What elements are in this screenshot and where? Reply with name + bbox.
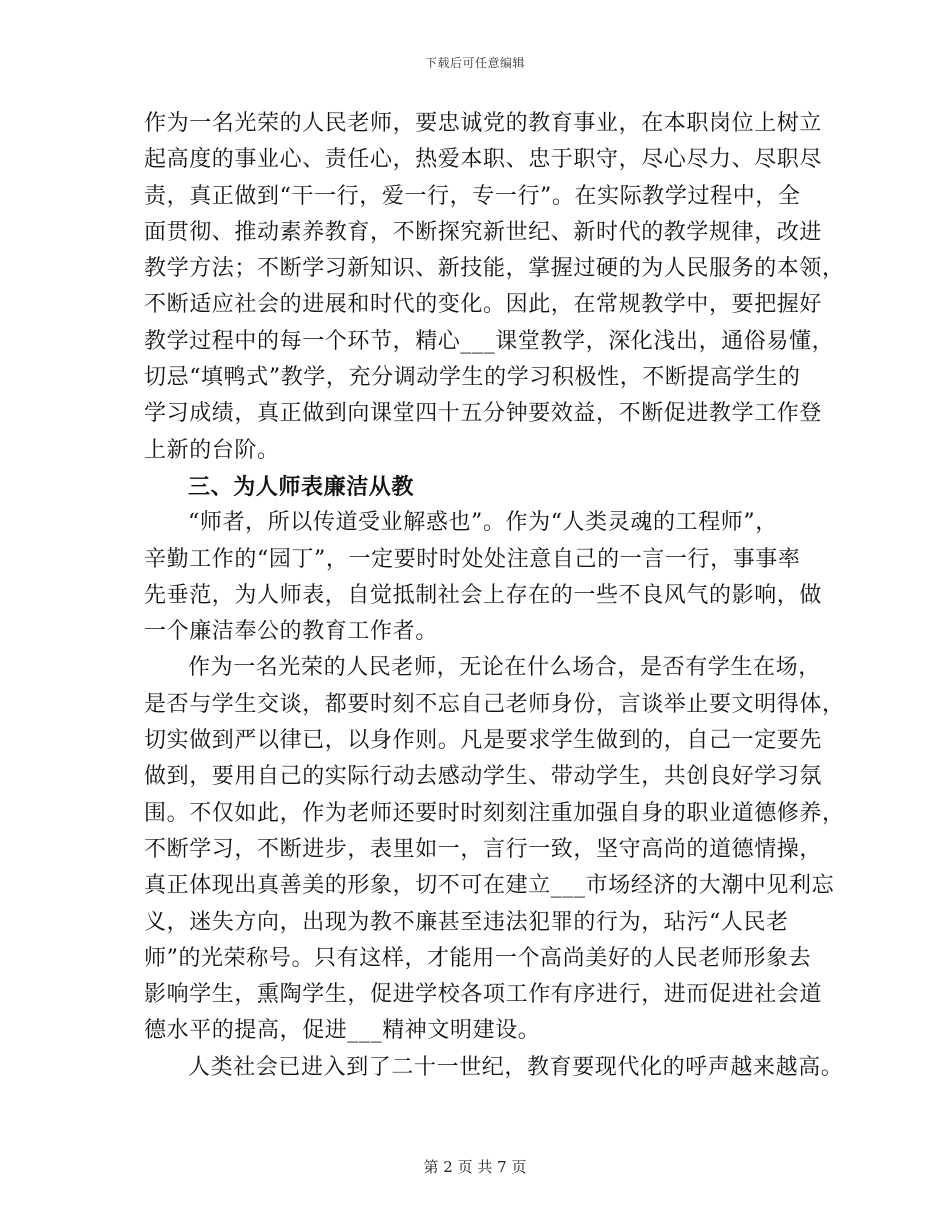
- text-line: 一个廉洁奉公的教育工作者。: [144, 619, 438, 645]
- text-line: 人类社会已进入到了二十一世纪，教育要现代化的呼声越来越高。: [188, 1054, 844, 1080]
- document-body: [144, 106, 845, 1086]
- text-line: 做到，要用自己的实际行动去感动学生、带动学生，共创良好学习氛: [144, 764, 823, 790]
- text-line: 德水平的提高，促进___精神文明建设。: [144, 1018, 541, 1044]
- text-line: 切忌“填鸭式”教学，充分调动学生的学习积极性，不断提高学生的: [144, 365, 801, 391]
- paragraph-2: [144, 505, 823, 650]
- text-line: 起高度的事业心、责任心，热爱本职、忠于职守，尽心尽力、尽职尽: [144, 147, 823, 173]
- text-line: 影响学生，熏陶学生，促进学校各项工作有序进行，进而促进社会道: [144, 982, 823, 1008]
- text-line: 围。不仅如此，作为老师还要时时刻刻注重加强自身的职业道德修养，: [144, 800, 845, 826]
- text-line: 真正体现出真善美的形象，切不可在建立___市场经济的大潮中见利忘: [144, 873, 835, 899]
- page-number: 第 2 页 共 7 页: [423, 1158, 527, 1176]
- text-line: 切实做到严以律已，以身作则。凡是要求学生做到的，自己一定要先: [144, 728, 823, 754]
- text-line: 面贯彻、推动素养教育，不断探究新世纪、新时代的教学规律，改进: [144, 219, 823, 245]
- text-line: 辛勤工作的“园丁”，一定要时时处处注意自己的一言一行，事事率: [144, 546, 801, 572]
- paragraph-3: [144, 650, 845, 1049]
- text-line: 教学过程中的每一个环节，精心___课堂教学，深化浅出，通俗易懂，: [144, 328, 835, 354]
- text-line: 上新的台阶。: [144, 437, 280, 463]
- text-line: 是否与学生交谈，都要时刻不忘自己老师身份，言谈举止要文明得体，: [144, 691, 845, 717]
- text-line: 学习成绩，真正做到向课堂四十五分钟要效益，不断促进教学工作登: [144, 401, 823, 427]
- text-line: 不断适应社会的进展和时代的变化。因此，在常规教学中，要把握好: [144, 292, 823, 318]
- text-line: 责，真正做到“干一行，爱一行，专一行”。在实际教学过程中，全: [144, 183, 801, 209]
- text-line: 教学方法；不断学习新知识、新技能，掌握过硬的为人民服务的本领，: [144, 256, 845, 282]
- text-line: 义，迷失方向，出现为教不廉甚至违法犯罪的行为，玷污“人民老: [144, 909, 789, 935]
- text-line: 作为一名光荣的人民老师，要忠诚党的教育事业，在本职岗位上树立: [144, 111, 823, 136]
- text-line: “师者，所以传道受业解惑也”。作为“人类灵魂的工程师”，: [188, 510, 778, 536]
- text-line: 师”的光荣称号。只有这样，才能用一个高尚美好的人民老师形象去: [144, 945, 812, 971]
- text-line: 先垂范，为人师表，自觉抵制社会上存在的一些不良风气的影响，做: [144, 582, 823, 608]
- paragraph-1: [144, 106, 845, 469]
- section-heading: 三、为人师表廉洁从教: [188, 473, 415, 500]
- text-line: 作为一名光荣的人民老师，无论在什么场合，是否有学生在场，: [188, 655, 821, 681]
- paragraph-4: [144, 1050, 844, 1086]
- text-line: 不断学习，不断进步，表里如一，言行一致，坚守高尚的道德情操，: [144, 836, 823, 862]
- header-note: 下载后可任意编辑: [424, 56, 525, 70]
